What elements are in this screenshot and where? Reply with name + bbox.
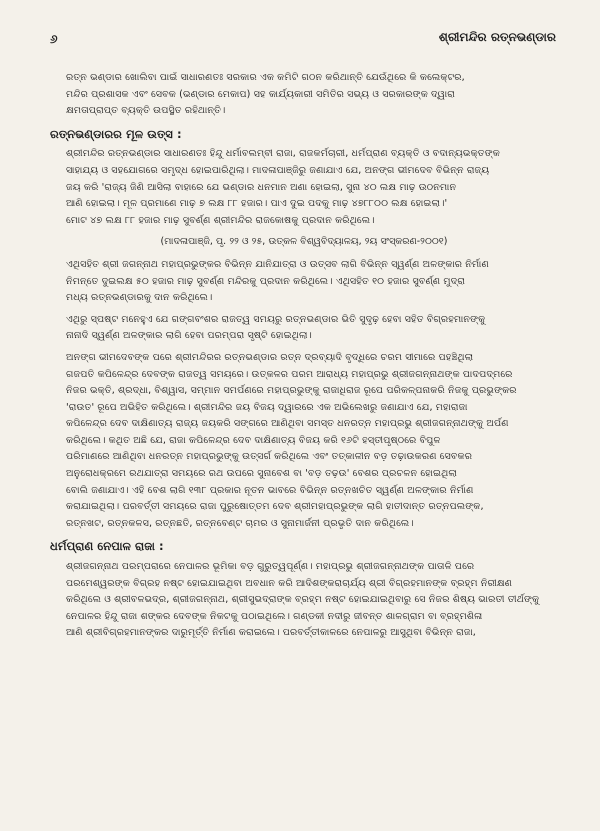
- text-line: ନିଜର ଭକ୍ତି, ଶ୍ରଦ୍ଧା, ବିଶ୍ୱାସ, ସମ୍ମାନ ସମର୍ପଣରେ ମହାପ୍ରଭୁଙ୍କୁ ରାଜାଧିରାଜ ରୂପେ ପରିକଳ୍ପନାକରି ନିଜକୁ ପ୍ରଭୁଙ୍କର: [66, 385, 517, 397]
- section-heading-origin: ରତ୍ନଭଣ୍ଡାରର ମୂଳ ଉତ୍ସ :: [50, 126, 182, 141]
- text-line: ଜୟ କରି 'ରାଜ୍ୟ ଜିଣି ଆସିଲା ବାହାରେ ଯେ ଭଣ୍ଡାର ଧନମାନ ଅଣା ହୋଇଲା, ସୁନା ୪୦ ଲକ୍ଷ ମାଢ଼ ଉଠନମାନ: [66, 181, 457, 193]
- paragraph-nepal: [40, 559, 568, 642]
- text-line: ଅନଙ୍ଗ ଭୀମଦେବଙ୍କ ପରେ ଶ୍ରୀମନ୍ଦିରର ରତ୍ନଭଣ୍ଡାର ରତ୍ନ ଦ୍ରବ୍ୟାଦି ବୃଦ୍ଧିରେ ଚରମ ସୀମାରେ ପହଞ୍ଚିଥିଲା: [66, 351, 474, 363]
- text-line: ଆଣି ଶ୍ରୀବିଗ୍ରହମାନଙ୍କର ଦାରୁମୂର୍ତ୍ତି ନିର୍ମାଣ କରାଇଲେ। ପରବର୍ତ୍ତୀକାଳରେ ନେପାଳରୁ ଆସୁଥିବା ବିଭିନ୍ନ ରାଜା,: [66, 627, 476, 639]
- text-line: ନେପାଳର ହିନ୍ଦୁ ରାଜା ଶଙ୍କର ଦେବଙ୍କ ନିକଟକୁ ପଠାଇଥିଲେ। ଗଣ୍ଡକୀ ନଦୀରୁ ଜୀବନ୍ତ ଶାଳଗ୍ରାମ ବା ବ୍ରହ୍ମଶିଳା: [66, 610, 483, 622]
- text-line: ଅନୁରୋଧକ୍ରମେ ରଥଯାତ୍ରା ସମୟରେ ରଥ ଉପରେ ସୁନାବେଶ ବା 'ବଡ଼ ତଢ଼ଉ' ବେଶର ପ୍ରଚଳନ ହୋଇଥିଲା: [66, 468, 457, 480]
- text-line: 'ରାଉତ' ରୂପେ ଅଭିହିତ କରିଥିଲେ। ଶ୍ରୀମନ୍ଦିର ଜୟ ବିଜୟ ଦ୍ୱାରରେ ଏକ ଅଭିଲେଖରୁ ଜଣାଯାଏ ଯେ, ମହାରାଜା: [66, 401, 468, 413]
- paragraph-inventory-committee: [40, 70, 568, 120]
- text-line: ମୋଟ ୪୭ ଲକ୍ଷ ୮୮ ହଜାର ମାଢ଼ ସୁବର୍ଣ୍ଣ ଶ୍ରୀମନ୍ଦିର ରାଜକୋଷକୁ ପ୍ରଦାନ କରିଥିଲେ।: [66, 214, 375, 226]
- text-line: ଶ୍ରୀମନ୍ଦିର ରତ୍ନଭଣ୍ଡାର ସାଧାରଣତଃ ହିନ୍ଦୁ ଧର୍ମାବଲମ୍ବୀ ରାଜା, ରାଜକର୍ମଚାରୀ, ଧର୍ମପ୍ରାଣ ବ୍ୟକ୍ତି ଓ ବଦାନ୍ୟଭକ୍ତଙ୍କ: [66, 148, 500, 160]
- section-heading-nepal-king: ଧର୍ମପ୍ରାଣ ନେପାଳ ରାଜା :: [50, 539, 164, 554]
- paragraph-kapilendra-deva: [40, 350, 568, 533]
- text-line: କରିଥିଲେ। କଥିତ ଅଛି ଯେ, ରାଜା କପିଳେନ୍ଦ୍ର ଦେବ ଦାକ୍ଷିଣାତ୍ୟ ବିଜୟ କରି ୧୬ଟି ହସ୍ତୀପୃଷ୍ଠରେ ବିପୁଳ: [66, 434, 441, 446]
- paragraph-ornaments: [40, 257, 568, 307]
- paragraph-origin: [40, 146, 568, 229]
- text-line: ରତ୍ନ ଭଣ୍ଡାର ଖୋଲିବା ପାଇଁ ସାଧାରଣତଃ ସରକାର ଏକ କମିଟି ଗଠନ କରିଥାନ୍ତି ଯେଉଁଥିରେ କି କଲେକ୍ଟର,: [66, 72, 465, 83]
- text-line: ମଧ୍ୟ ରତ୍ନଭଣ୍ଡାରକୁ ଦାନ କରିଥିଲେ।: [66, 292, 213, 304]
- text-line: ଏଥିରୁ ସ୍ପଷ୍ଟ ମନେହୁଏ ଯେ ଗଙ୍ଗବଂଶର ରାଜତ୍ୱ ସମୟରୁ ରତ୍ନଭଣ୍ଡାର ଭିତି ସୁଦୃଢ଼ ହେବା ସହିତ ବିଗ୍ରହମାନଙ୍କୁ: [66, 313, 486, 325]
- text-line: ଗଜପତି କପିଳେନ୍ଦ୍ର ଦେବଙ୍କ ରାଜତ୍ୱ ସମୟରେ। ଉତ୍କଳର ପରମ ଆରାଧ୍ୟ ମହାପ୍ରଭୁ ଶ୍ରୀଜଗନ୍ନାଥଙ୍କ ପାଦପଦ୍ମରେ: [66, 368, 513, 380]
- text-line: ଏଥିସହିତ ଶ୍ରୀ ଜଗନ୍ନାଥ ମହାପ୍ରଭୁଙ୍କର ବିଭିନ୍ନ ଯାନିଯାତ୍ରା ଓ ଉତ୍ସବ ଲାଗି ବିଭିନ୍ନ ସ୍ୱର୍ଣ୍ଣ ଅଳଙ୍କାର ନିର୍ମାଣ: [66, 258, 489, 270]
- text-line: ନିମନ୍ତେ ଦୁଇଲକ୍ଷ ୫୦ ହଜାର ମାଢ଼ ସୁବର୍ଣ୍ଣ ମନ୍ଦିରକୁ ପ୍ରଦାନ କରିଥିଲେ। ଏଥିସହିତ ୧୦ ହଜାର ସୁବର୍ଣ୍ଣ ମୁଦ୍ରା: [66, 275, 466, 287]
- page-number: ୬: [50, 32, 58, 46]
- text-line: ଆଣି ହୋଇଲା। ମୂଳ ପ୍ରମାଣେ ମାଢ଼ ୭ ଲକ୍ଷ ୮୮ ହଜାର। ପାଏ ଦୁଇ ପଦକୁ ମାଢ଼ ୪୭୮୮୦୦ ଲକ୍ଷ ହୋଇଲା।': [66, 198, 448, 210]
- text-line: କପିଳେନ୍ଦ୍ର ଦେବ ଦାକ୍ଷିଣାତ୍ୟ ରାଜ୍ୟ ଜୟକରି ସଙ୍ଗରେ ଆଣିଥିବା ସମସ୍ତ ଧନରତ୍ନ ମହାପ୍ରଭୁ ଶ୍ରୀଜଗନ୍ନାଥଙ୍କୁ ଅର୍ପଣ: [66, 418, 509, 430]
- text-line: ମନ୍ଦିର ପ୍ରଶାସକ ଏବଂ ସେବକ (ଭଣ୍ଡାର ମେକାପ) ସହ କାର୍ଯ୍ୟକାରୀ ସମିତିର ସଭ୍ୟ ଓ ସରକାରଙ୍କ ଦ୍ୱାରା: [66, 88, 456, 100]
- paragraph-ganga-dynasty: [40, 312, 568, 345]
- text-line: କ୍ଷମତାପ୍ରାପ୍ତ ବ୍ୟକ୍ତି ଉପସ୍ଥିତ ରହିଥାନ୍ତି।: [66, 105, 226, 117]
- text-line: କରାଯାଇଥିଲା। ପରବର୍ତ୍ତୀ ସମୟରେ ରାଜା ପୁରୁଷୋତ୍ତମ ଦେବ ଶ୍ରୀମହାପ୍ରଭୁଙ୍କ ଲାଗି ହାତୀଦାନ୍ତ ରତ୍ନପଲଙ୍କ,: [66, 501, 484, 513]
- citation: (ମାଦଳାପାଞ୍ଜି, ପୃ. ୨୨ ଓ ୨୫, ଉତ୍କଳ ବିଶ୍ୱବିଦ୍ୟାଳୟ, ୨ୟ ସଂସ୍କରଣ-୨୦୦୧): [160, 236, 448, 248]
- text-line: ନାନାଦି ସ୍ୱର୍ଣ୍ଣ ଅଳଙ୍କାର ଲାଗି ହେବା ପରମ୍ପରା ସୃଷ୍ଟି ହୋଇଥିଲା।: [66, 330, 312, 342]
- text-line: ପରିମାଣରେ ଆଣିଥିବା ଧନରତ୍ନ ମହାପ୍ରଭୁଙ୍କୁ ଉତ୍ସର୍ଗ କରିଥିଲେ ଏବଂ ତତ୍କାଳୀନ ବଡ଼ ତଢ଼ାଉକରଣ ସେବକର: [66, 451, 473, 463]
- body-text: [40, 70, 568, 647]
- running-title: ଶ୍ରୀମନ୍ଦିର ରତ୍ନଭଣ୍ଡାର: [438, 30, 556, 44]
- text-line: କରିଥିଲେ ଓ ଶ୍ରୀବଳଭଦ୍ର, ଶ୍ରୀଜଗନ୍ନାଥ, ଶ୍ରୀସୁଭଦ୍ରାଙ୍କ ବ୍ରହ୍ମ ନଷ୍ଟ ହୋଇଯାଇଥିବାରୁ ସେ ନିଜର ଶିଷ୍ୟ ଭାରତୀ ତୀର୍ଥଙ୍କୁ: [66, 594, 540, 606]
- text-line: ଶ୍ରୀଜଗନ୍ନାଥ ପରମ୍ପରାରେ ନେପାଳର ଭୂମିକା ବଡ଼ ଗୁରୁତ୍ୱପୂର୍ଣ୍ଣ। ମହାପ୍ରଭୁ ଶ୍ରୀଜଗନ୍ନାଥଙ୍କ ପାତାଳି ପରେ: [66, 561, 475, 573]
- text-line: ସାହାଯ୍ୟ ଓ ସହଯୋଗରେ ସମୃଦ୍ଧ ହୋଇପାରିଥିଲା। ମାଦଳାପାଞ୍ଜିରୁ ଜଣାଯାଏ ଯେ, ଅନଙ୍ଗ ଭୀମଦେବ ବିଭିନ୍ନ ରାଜ୍ୟ: [66, 164, 490, 176]
- text-line: ପରମେଶ୍ୱରଙ୍କ ବିଗ୍ରହ ନଷ୍ଟ ହୋଇଯାଇଥିବା ଅବଧାନ କରି ଆଦିଶଙ୍କରାଚାର୍ଯ୍ୟ ଶ୍ରୀ ବିଗ୍ରହମାନଙ୍କ ବ୍ରହ୍ମ ନିରୀକ୍ଷଣ: [66, 577, 513, 589]
- text-line: ରତ୍ନଖଟ, ରତ୍ନକଳସ, ରତ୍ନଛତି, ରତ୍ନବେଣ୍ଟ ଚାମର ଓ ସୁନାମାର୍ଜନୀ ପ୍ରଭୃତି ଦାନ କରିଥିଲେ।: [66, 517, 414, 529]
- text-line: ବୋଲି ଜଣାଯାଏ। ଏହି ବେଶ ଲାଗି ୧୩୮ ପ୍ରକାର ନୂତନ ଭାବରେ ବିଭିନ୍ନ ରତ୍ନଖଚିତ ସ୍ୱର୍ଣ୍ଣ ଅଳଙ୍କାର ନିର୍ମାଣ: [66, 484, 474, 496]
